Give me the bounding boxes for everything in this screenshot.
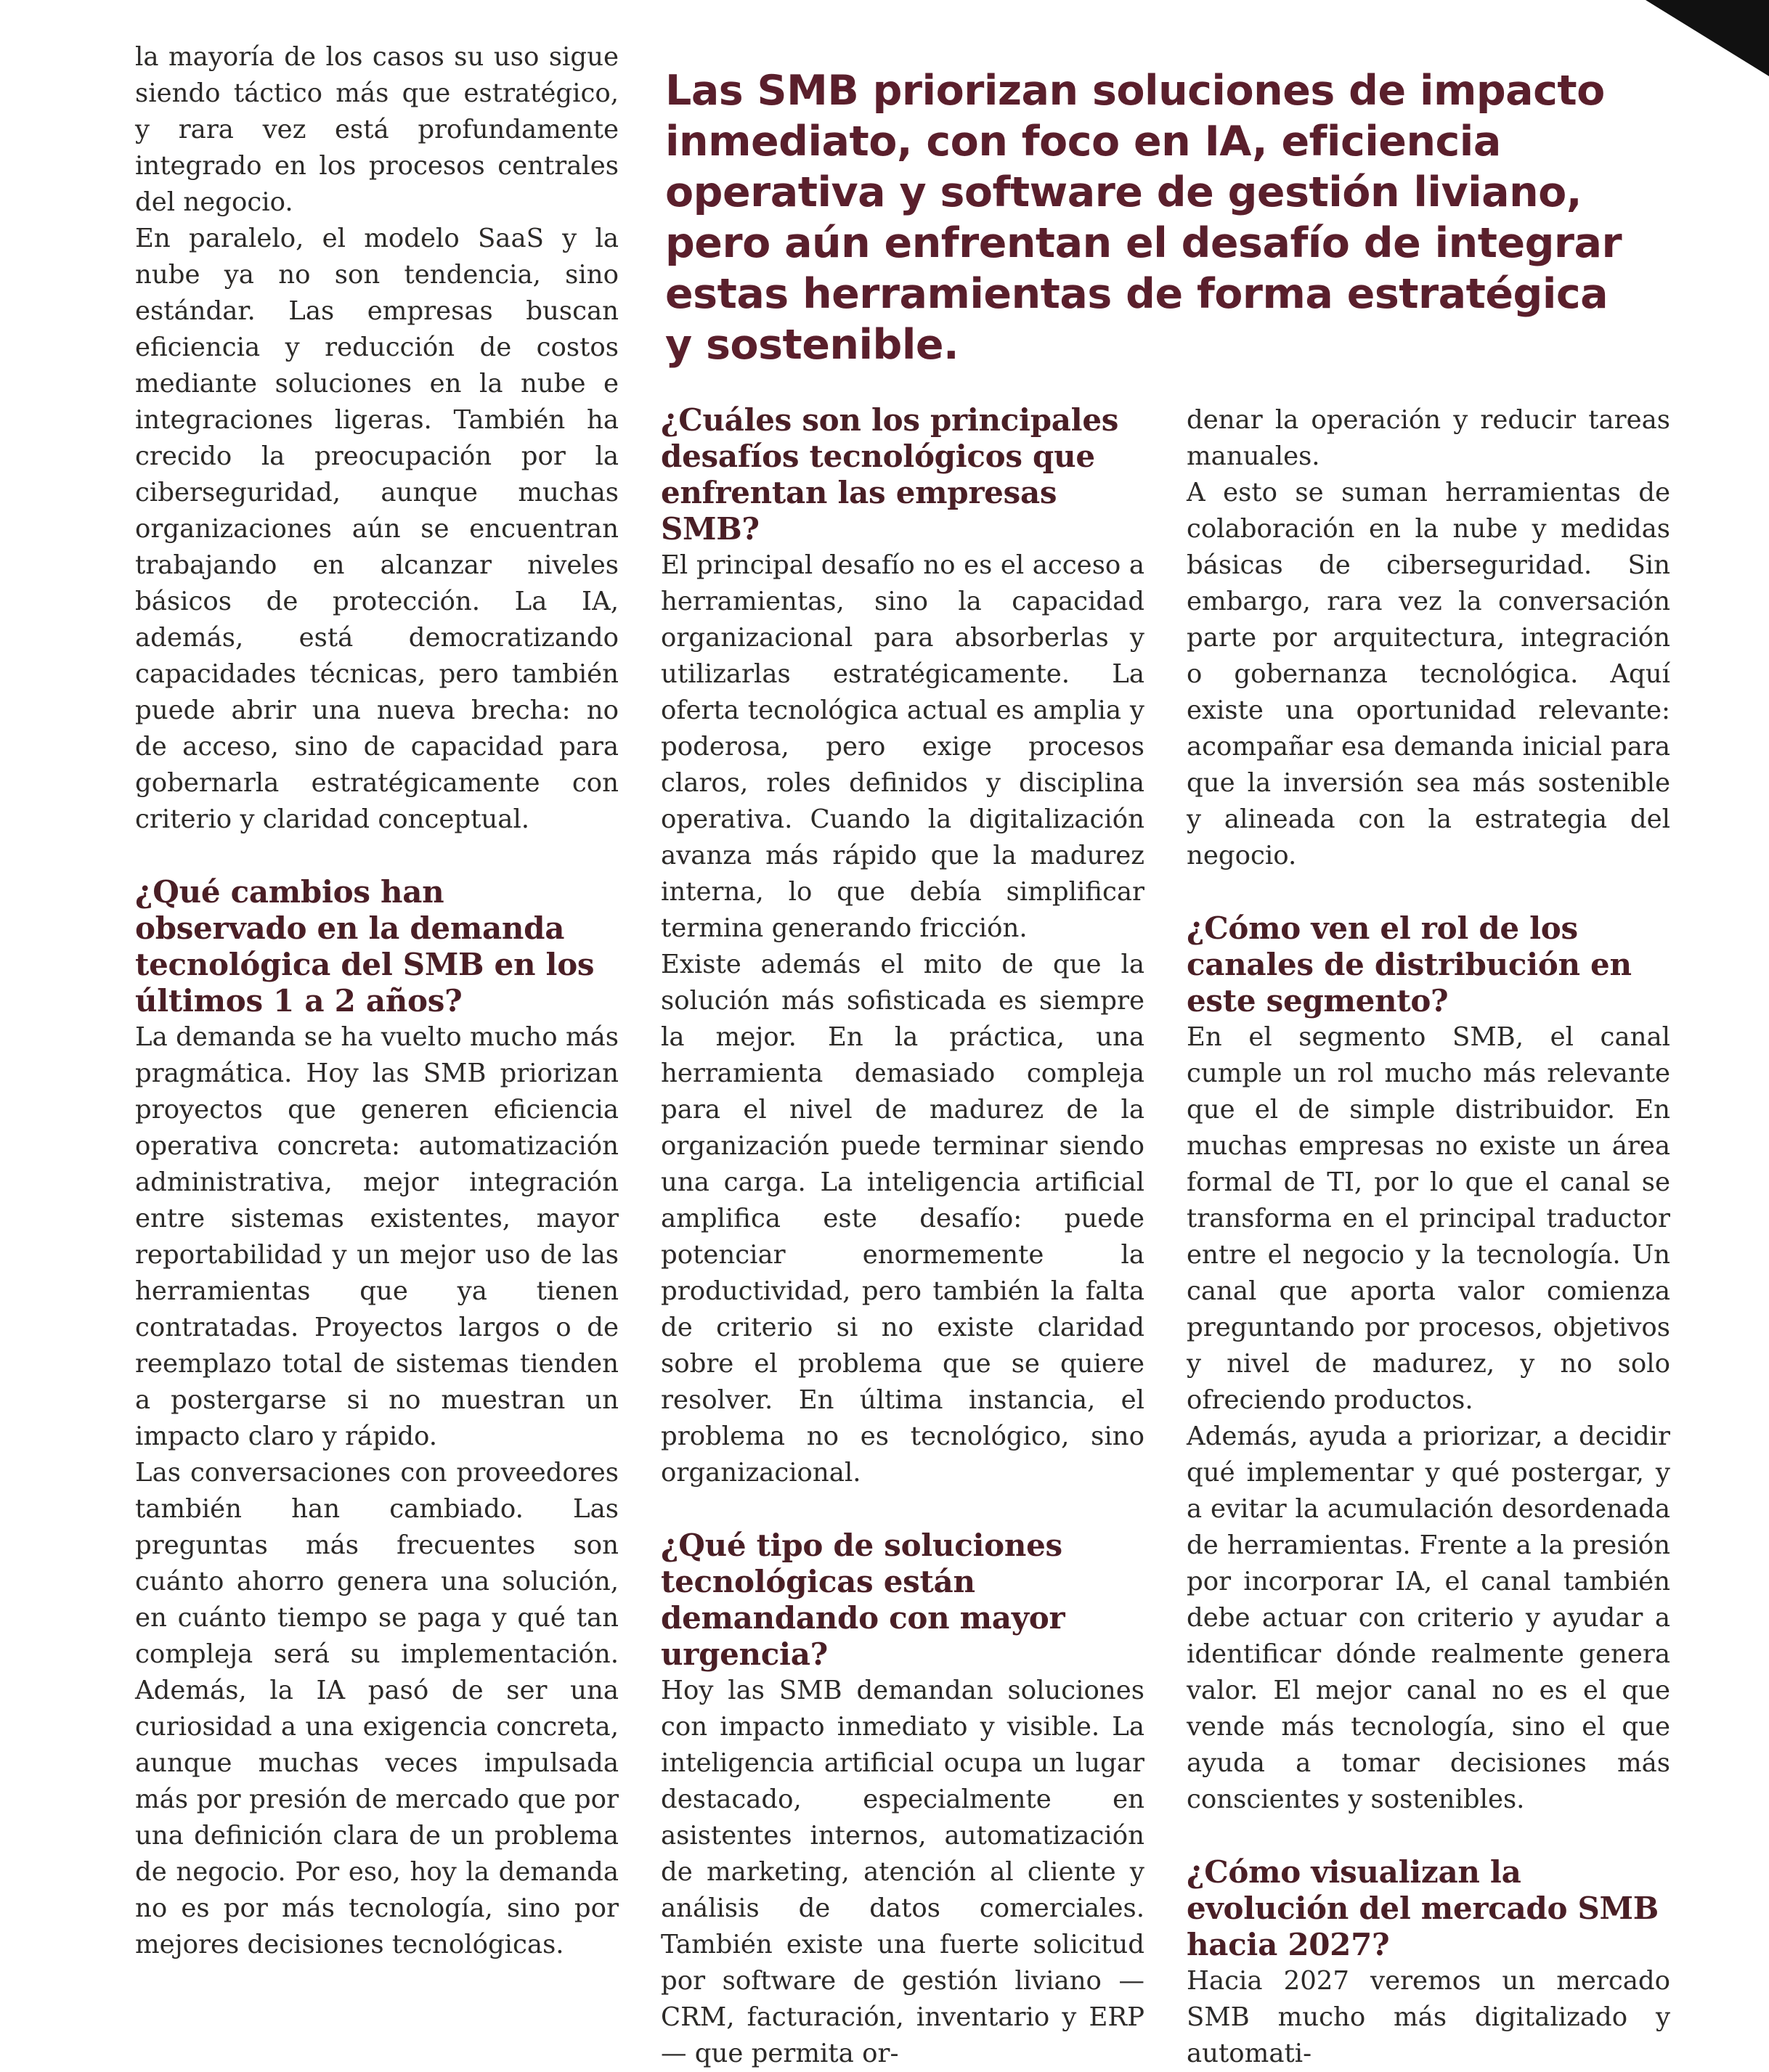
paragraph: Además, ayuda a priorizar, a decidir qué implementar y qué postergar, y a evitar la acumulación desordenada de herramientas. Frente a la presión por incorporar IA, el canal también debe actuar con criterio y ayudar a identificar dónde realmente genera valor. El mejor canal no es el que vende más tecnología, sino el que ayuda a tomar decisiones más conscientes y sostenibles.	[1187, 1422, 1670, 1814]
paragraph: Hacia 2027 veremos un mercado SMB mucho más digitalizado y automati-	[1187, 1966, 1670, 2068]
paragraph: Hoy las SMB demandan soluciones con impacto inmediato y visible. La inteligencia artificial ocupa un lugar destacado, especialmente en asistentes internos, automatización de marketing, atención al cliente y análisis de datos comerciales. También existe una fuerte solicitud por software de gestión liviano —CRM, facturación, inventario y ERP— que permita or-	[661, 1676, 1144, 2068]
paragraph: la mayoría de los casos su uso sigue siendo táctico más que estratégico, y rara vez está profundamente integrado en los procesos centrales del negocio.	[135, 42, 619, 217]
column-right	[1187, 402, 1670, 2072]
paragraph: En paralelo, el modelo SaaS y la nube ya no son tendencia, sino estándar. Las empresas buscan eficiencia y reducción de costos mediante soluciones en la nube e integraciones ligeras. También ha crecido la preocupación por la ciberseguridad, aunque muchas organizaciones aún se encuentran trabajando en alcanzar niveles básicos de protección. La IA, además, está democratizando capacidades técnicas, pero también puede abrir una nueva brecha: no de acceso, sino de capacidad para gobernarla estratégicamente con criterio y claridad conceptual.	[135, 224, 619, 834]
paragraph: En el segmento SMB, el canal cumple un rol mucho más relevante que el de simple distribuidor. En muchas empresas no existe un área formal de TI, por lo que el canal se transforma en el principal traductor entre el negocio y la tecnología. Un canal que aporta valor comienza preguntando por procesos, objetivos y nivel de madurez, y no solo ofreciendo productos.	[1187, 1022, 1670, 1415]
paragraph: El principal desafío no es el acceso a herramientas, sino la capacidad organizacional para absorberlas y utilizarlas estratégicamente. La oferta tecnológica actual es amplia y poderosa, pero exige procesos claros, roles definidos y disciplina operativa. Cuando la digitalización avanza más rápido que la madurez interna, lo que debía simplificar termina generando fricción.	[661, 550, 1144, 943]
paragraph: denar la operación y reducir tareas manuales.	[1187, 405, 1670, 471]
paragraph: Las conversaciones con proveedores también han cambiado. Las preguntas más frecuentes son cuánto ahorro genera una solución, en cuánto tiempo se paga y qué tan compleja será su implementación. Además, la IA pasó de ser una curiosidad a una exigencia concreta, aunque muchas veces impulsada más por presión de mercado que por una definición clara de un problema de negocio. Por eso, hoy la demanda no es por más tecnología, sino por mejores decisiones tecnológicas.	[135, 1458, 619, 1959]
question-heading: ¿Cómo visualizan la evolución del mercado SMB hacia 2027?	[1187, 1854, 1659, 1962]
column-middle	[661, 402, 1144, 2072]
pull-quote: Las SMB priorizan soluciones de impacto inmediato, con foco en IA, eficiencia operativa y software de gestión liviano, pero aún enfrentan el desafío de integrar estas herramientas de forma estratégica y sostenible.	[665, 67, 1622, 369]
paragraph: Existe además el mito de que la solución más sofisticada es siempre la mejor. En la práctica, una herramienta demasiado compleja para el nivel de madurez de la organización puede terminar siendo una carga. La inteligencia artificial amplifica este desafío: puede potenciar enormemente la productividad, pero también la falta de criterio si no existe claridad sobre el problema que se quiere resolver. En última instancia, el problema no es tecnológico, sino organizacional.	[661, 950, 1144, 1488]
question-heading: ¿Qué cambios han observado en la demanda tecnológica del SMB en los últimos 1 a 2 años?	[135, 874, 595, 1019]
paragraph: A esto se suman herramientas de colaboración en la nube y medidas básicas de ciberseguridad. Sin embargo, rara vez la conversación parte por arquitectura, integración o gobernanza tecnológica. Aquí existe una oportunidad relevante: acompañar esa demanda inicial para que la inversión sea más sostenible y alineada con la estrategia del negocio.	[1187, 478, 1670, 870]
question-heading: ¿Cuáles son los principales desafíos tecnológicos que enfrentan las empresas SMB?	[661, 402, 1119, 547]
question-heading: ¿Cómo ven el rol de los canales de distribución en este segmento?	[1187, 910, 1632, 1019]
column-left	[135, 39, 619, 1963]
paragraph: La demanda se ha vuelto mucho más pragmática. Hoy las SMB priorizan proyectos que generen eficiencia operativa concreta: automatización administrativa, mejor integración entre sistemas existentes, mayor reportabilidad y un mejor uso de las herramientas que ya tienen contratadas. Proyectos largos o de reemplazo total de sistemas tienden a postergarse si no muestran un impacto claro y rápido.	[135, 1022, 619, 1451]
question-heading: ¿Qué tipo de soluciones tecnológicas están demandando con mayor urgencia?	[661, 1528, 1065, 1672]
